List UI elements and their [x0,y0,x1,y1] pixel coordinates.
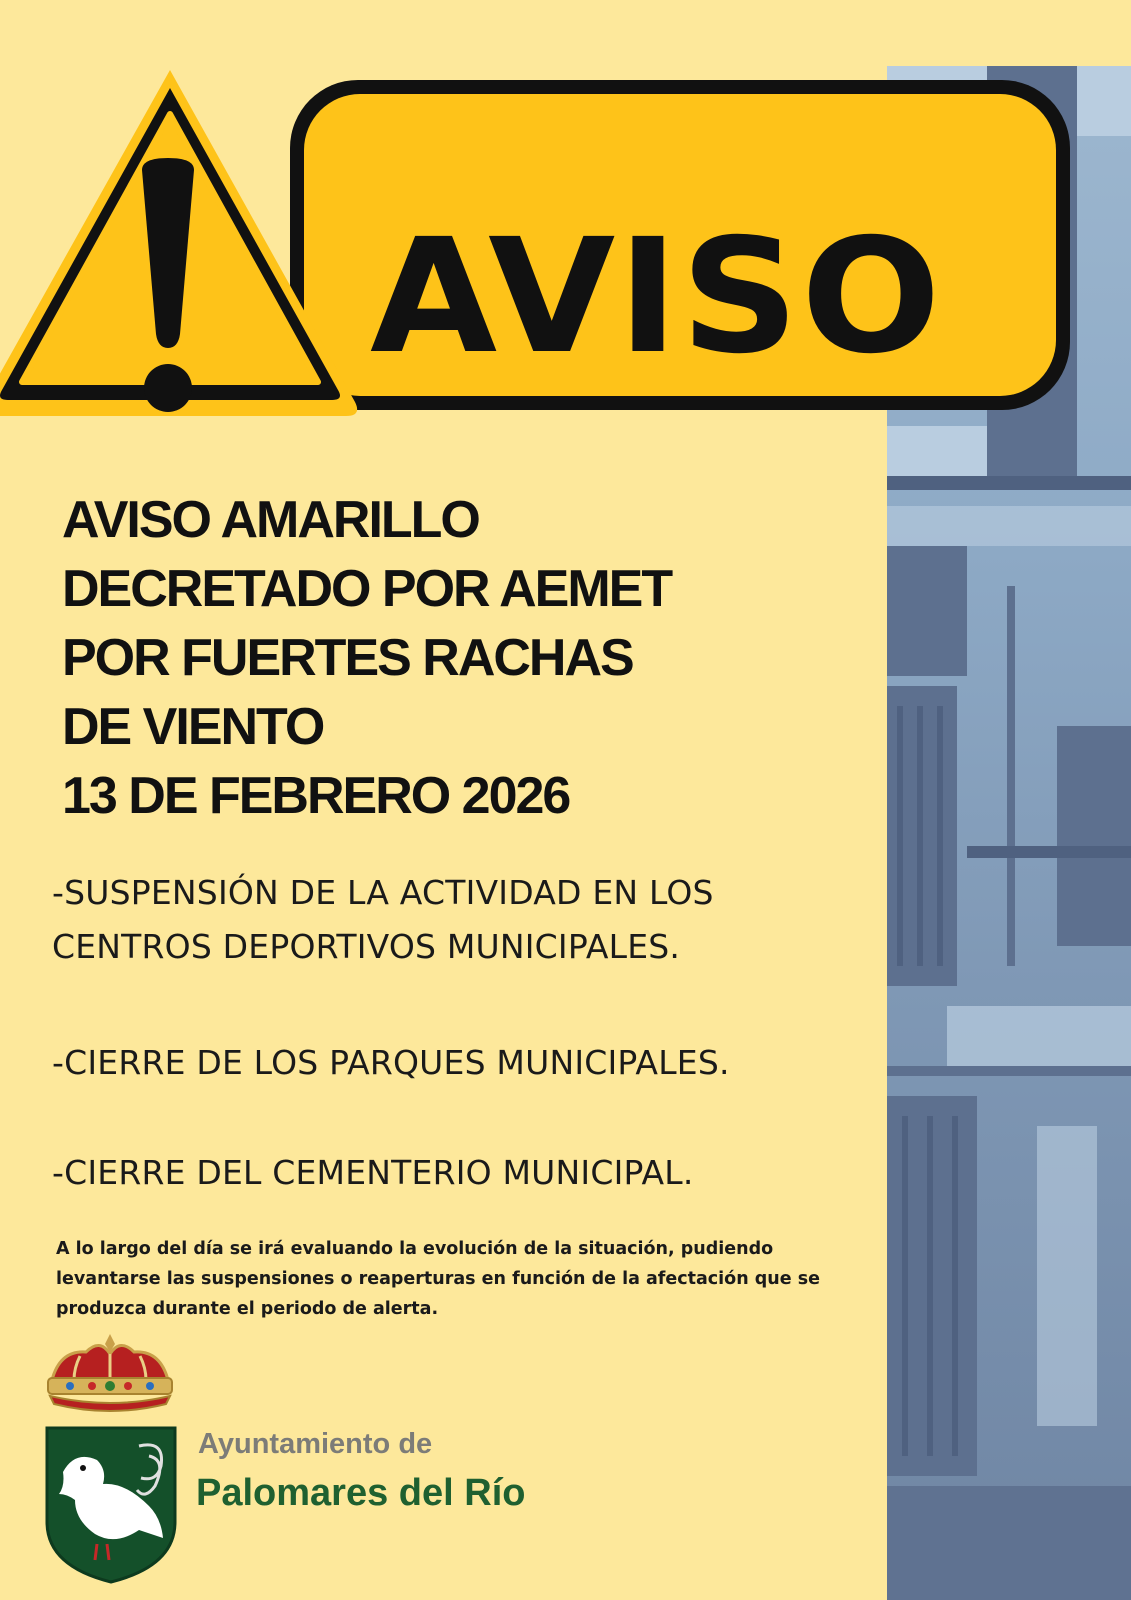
dove-shield-icon [45,1426,177,1584]
measure-cemetery: -CIERRE DEL CEMENTERIO MUNICIPAL. [52,1153,694,1192]
evaluation-note: A lo largo del día se irá evaluando la evolución de la situación, pudiendo levantarse las suspensiones o reaperturas en función de la afectación que se produzca durante el periodo de alerta. [56,1239,820,1319]
measure-parks: -CIERRE DE LOS PARQUES MUNICIPALES. [52,1043,730,1082]
banner-title: AVISO [370,205,943,389]
royal-crown-icon [40,1328,180,1418]
headline-line: AVISO AMARILLO [62,491,479,549]
alert-headline [62,486,862,831]
headline-date: 13 DE FEBRERO 2026 [62,767,570,825]
headline-line: POR FUERTES RACHAS [62,629,633,687]
headline-line: DECRETADO POR AEMET [62,560,672,618]
measure-sports-centers: -SUSPENSIÓN DE LA ACTIVIDAD EN LOS CENTROS DEPORTIVOS MUNICIPALES. [52,873,714,966]
organization-name: Palomares del Río [196,1472,526,1514]
warning-triangle-icon [128,156,208,426]
organization-prefix: Ayuntamiento de [198,1428,433,1460]
headline-line: DE VIENTO [62,698,324,756]
aviso-header [0,60,1100,430]
